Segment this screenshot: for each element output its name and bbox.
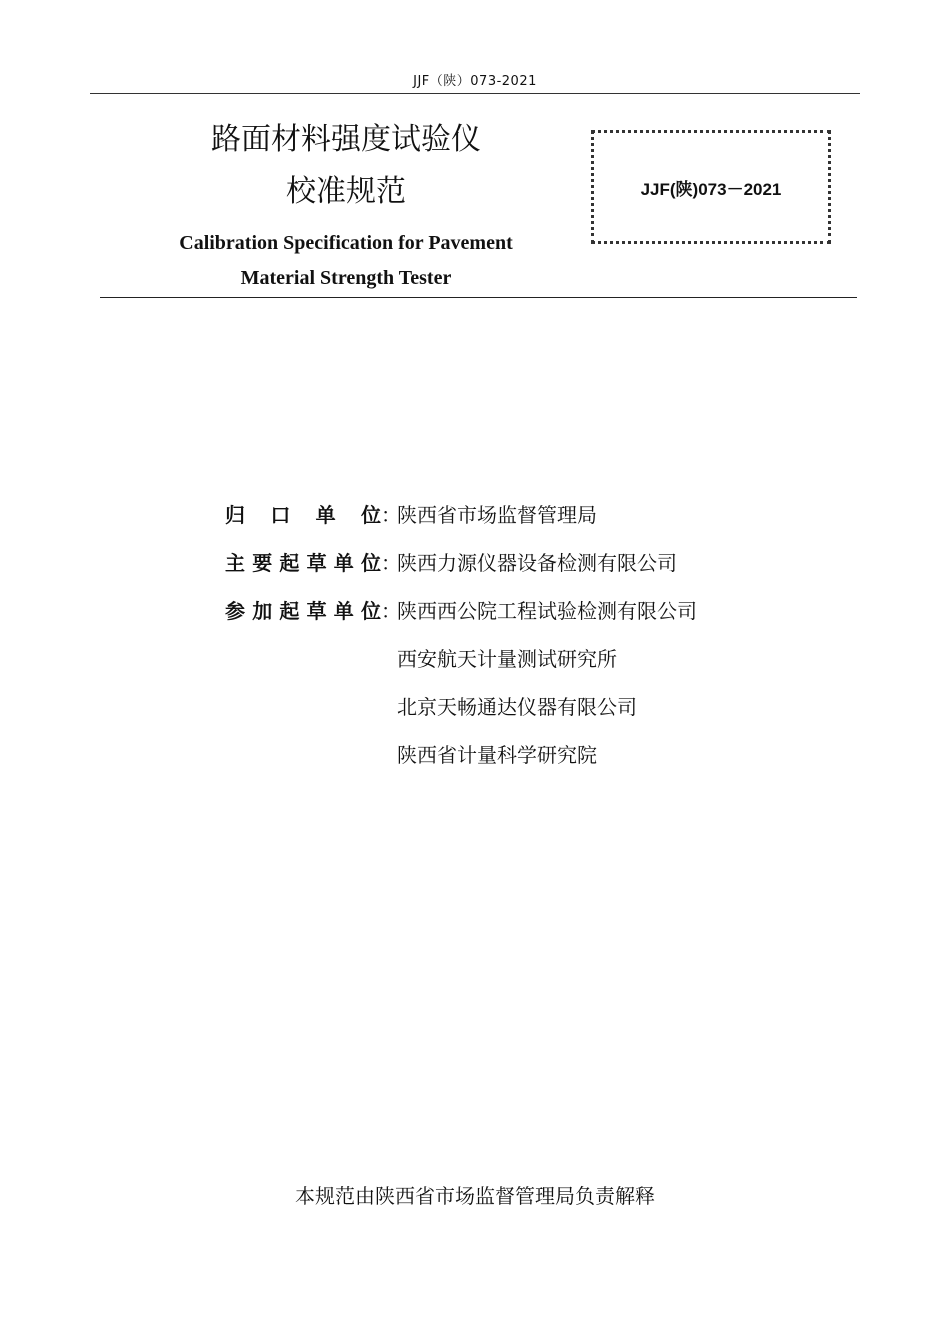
title-en: [120, 226, 572, 296]
org-value-participating-1: 陕西西公院工程试验检测有限公司: [397, 599, 697, 623]
org-row-main-drafter: [225, 545, 825, 593]
org-colon: ：: [381, 551, 401, 575]
org-row-centralized: [225, 497, 825, 545]
header-divider: [90, 93, 860, 94]
org-row-participating: [225, 593, 825, 641]
standard-code: JJF(陕)073－2021: [640, 179, 782, 199]
org-label-participating: 参加起草单位: [225, 599, 381, 623]
org-value-participating-3: 北京天畅通达仪器有限公司: [397, 695, 637, 719]
org-value-participating-2: 西安航天计量测试研究所: [397, 647, 617, 671]
org-value-centralized: 陕西省市场监督管理局: [397, 503, 597, 527]
org-row-participating-cont: [225, 737, 825, 785]
org-label-centralized: 归口单位: [225, 503, 381, 527]
title-en-line2: Material Strength Tester: [240, 267, 452, 289]
title-cn-line1: 路面材料强度试验仪: [211, 122, 481, 157]
title-cn-line2: 校准规范: [286, 174, 406, 209]
title-en-line1: Calibration Specification for Pavement: [179, 232, 513, 254]
org-colon: ：: [381, 503, 401, 527]
organization-list: [225, 497, 825, 785]
org-value-participating-4: 陕西省计量科学研究院: [397, 743, 597, 767]
footer-interpretation-note: 本规范由陕西省市场监督管理局负责解释: [295, 1184, 655, 1208]
standard-code-box: [591, 130, 831, 244]
org-colon: ：: [381, 599, 401, 623]
org-row-participating-cont: [225, 641, 825, 689]
running-header-code: JJF（陕）073-2021: [413, 74, 537, 89]
org-row-participating-cont: [225, 689, 825, 737]
org-label-main-drafter: 主要起草单位: [225, 551, 381, 575]
org-value-main-drafter: 陕西力源仪器设备检测有限公司: [397, 551, 677, 575]
title-block: [120, 114, 572, 296]
title-divider: [100, 297, 857, 298]
